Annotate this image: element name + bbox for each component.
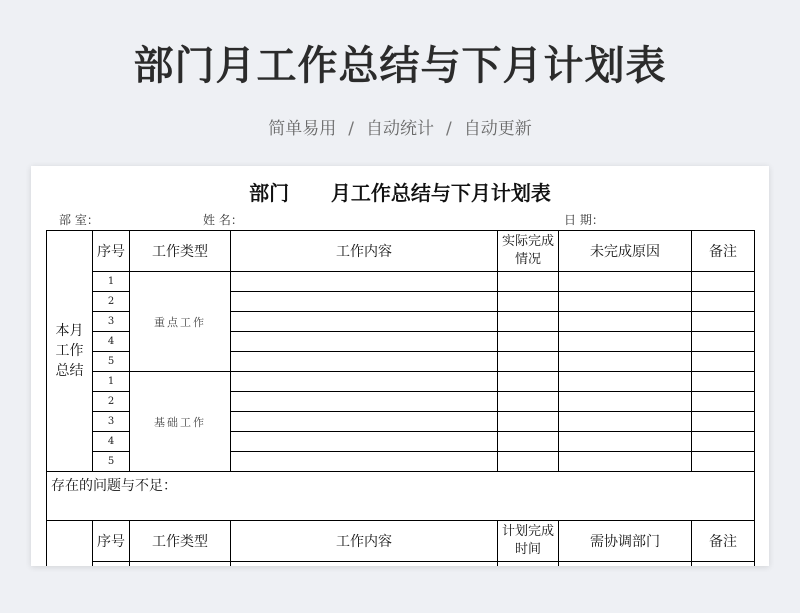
header-remarks: 备注 (692, 231, 755, 272)
coordination-cell[interactable] (559, 562, 692, 567)
reason-cell[interactable] (559, 412, 692, 432)
reason-cell[interactable] (559, 392, 692, 412)
row-number: 1 (93, 372, 130, 392)
planned-time-cell[interactable] (498, 562, 559, 567)
summary-section-label (47, 231, 93, 472)
content-cell[interactable] (231, 372, 498, 392)
reason-cell[interactable] (559, 452, 692, 472)
plan-header-remarks: 备注 (692, 521, 755, 562)
issues-row (47, 472, 755, 521)
remark-cell[interactable] (692, 412, 755, 432)
completion-cell[interactable] (498, 432, 559, 452)
plan-header-work-type: 工作类型 (130, 521, 231, 562)
summary-plan-table (46, 230, 755, 566)
row-number: 2 (93, 292, 130, 312)
feature-tagline (0, 114, 800, 139)
reason-cell[interactable] (559, 432, 692, 452)
content-cell[interactable] (231, 312, 498, 332)
separator: / (446, 119, 452, 139)
completion-cell[interactable] (498, 452, 559, 472)
header-seq: 序号 (93, 231, 130, 272)
content-cell[interactable] (231, 292, 498, 312)
work-type-cell[interactable] (130, 562, 231, 567)
row-number: 2 (93, 392, 130, 412)
date-label: 日 期： (564, 213, 604, 227)
row-number: 5 (93, 352, 130, 372)
content-cell[interactable] (231, 392, 498, 412)
reason-cell[interactable] (559, 312, 692, 332)
completion-cell[interactable] (498, 412, 559, 432)
content-cell[interactable] (231, 452, 498, 472)
plan-header-work-content: 工作内容 (231, 521, 498, 562)
sheet-title: 部门 月工作总结与下月计划表 (249, 181, 551, 205)
content-cell[interactable] (231, 432, 498, 452)
completion-cell[interactable] (498, 332, 559, 352)
completion-cell[interactable] (498, 392, 559, 412)
table-row (47, 272, 755, 292)
spreadsheet-preview (31, 166, 769, 566)
content-cell[interactable] (231, 352, 498, 372)
reason-cell[interactable] (559, 372, 692, 392)
remark-cell[interactable] (692, 272, 755, 292)
plan-header-row (47, 521, 755, 562)
completion-cell[interactable] (498, 292, 559, 312)
reason-cell[interactable] (559, 332, 692, 352)
remark-cell[interactable] (692, 372, 755, 392)
remark-cell[interactable] (692, 292, 755, 312)
completion-cell[interactable] (498, 312, 559, 332)
remark-cell[interactable] (692, 392, 755, 412)
content-cell[interactable] (231, 562, 498, 567)
row-number: 4 (93, 432, 130, 452)
remark-cell[interactable] (692, 352, 755, 372)
remark-cell[interactable] (692, 312, 755, 332)
issues-cell[interactable]: 存在的问题与不足： (47, 472, 755, 521)
header-actual-completion: 实际完成情况 (498, 231, 559, 272)
feature-easy: 简单易用 (268, 119, 337, 139)
content-cell[interactable] (231, 412, 498, 432)
banner-title: 部门月工作总结与下月计划表 (133, 43, 667, 89)
summary-header-row (47, 231, 755, 272)
department-label: 部 室： (59, 213, 99, 227)
remark-cell[interactable] (692, 432, 755, 452)
content-cell[interactable] (231, 332, 498, 352)
row-number (93, 562, 130, 567)
reason-cell[interactable] (559, 352, 692, 372)
header-work-type: 工作类型 (130, 231, 231, 272)
row-number: 5 (93, 452, 130, 472)
reason-cell[interactable] (559, 292, 692, 312)
feature-auto-stats: 自动统计 (366, 119, 434, 139)
summary-section-text: 本月工作总结 (55, 323, 84, 379)
completion-cell[interactable] (498, 372, 559, 392)
completion-cell[interactable] (498, 352, 559, 372)
plan-header-coordination-dept: 需协调部门 (559, 521, 692, 562)
table-row (47, 562, 755, 567)
work-type-key: 重点工作 (130, 272, 231, 372)
work-type-basic: 基础工作 (130, 372, 231, 472)
plan-header-planned-time: 计划完成时间 (498, 521, 559, 562)
plan-section-label (47, 521, 93, 567)
row-number: 3 (93, 312, 130, 332)
table-row (47, 372, 755, 392)
remark-cell[interactable] (692, 332, 755, 352)
remark-cell[interactable] (692, 452, 755, 472)
feature-auto-update: 自动更新 (463, 119, 532, 139)
reason-cell[interactable] (559, 272, 692, 292)
name-label: 姓 名： (203, 213, 243, 227)
completion-cell[interactable] (498, 272, 559, 292)
header-work-content: 工作内容 (231, 231, 498, 272)
row-number: 3 (93, 412, 130, 432)
separator: / (348, 119, 354, 139)
remark-cell[interactable] (692, 562, 755, 567)
header-incomplete-reason: 未完成原因 (559, 231, 692, 272)
row-number: 1 (93, 272, 130, 292)
row-number: 4 (93, 332, 130, 352)
content-cell[interactable] (231, 272, 498, 292)
plan-header-seq: 序号 (93, 521, 130, 562)
